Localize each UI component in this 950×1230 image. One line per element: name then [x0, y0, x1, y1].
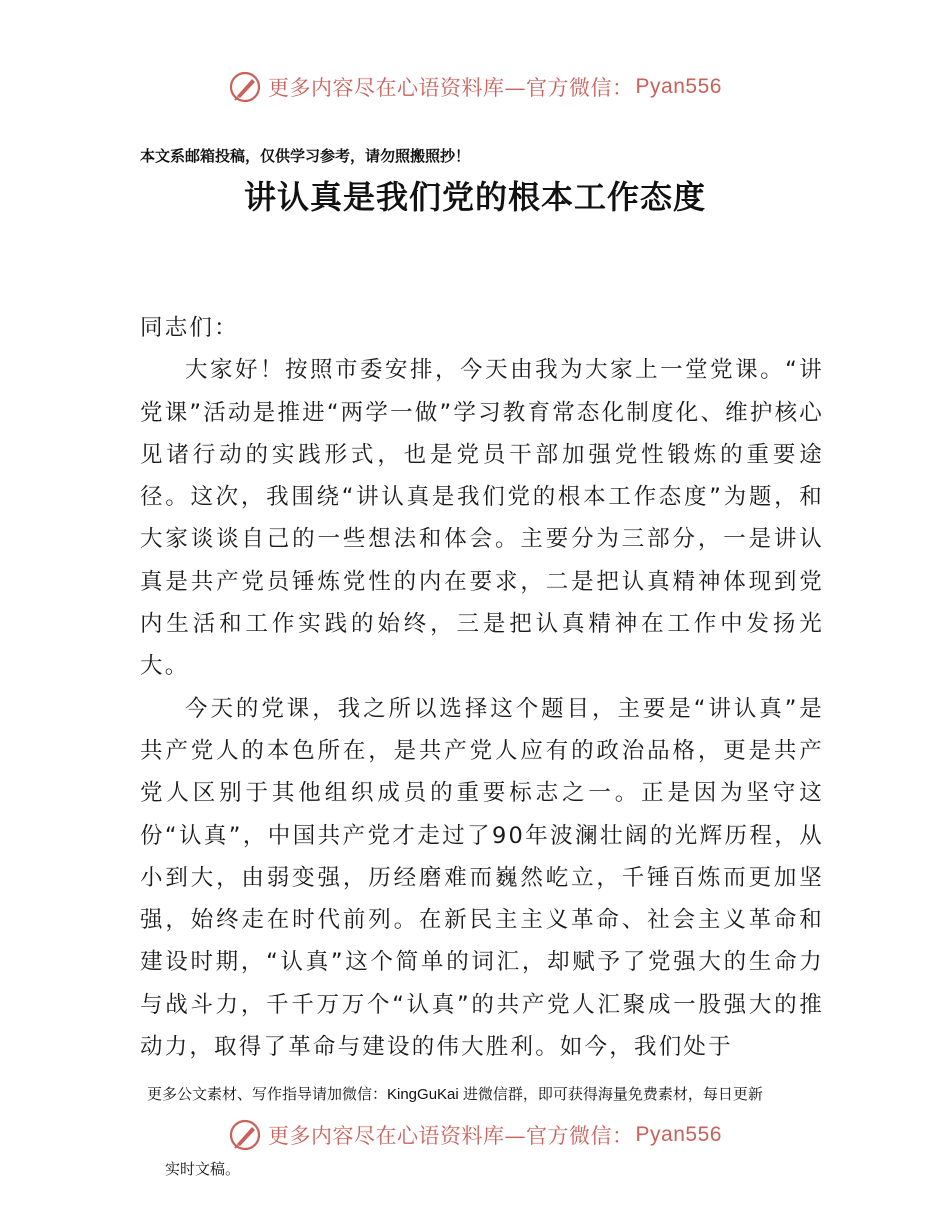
paragraph: 今天的党课，我之所以选择这个题目，主要是“讲认真”是共产党人的本色所在，是共产党人应有的政治品格，更是共产党人区别于其他组织成员的重要标志之一。正是因为坚守这份“认真”，中国共产党才走过了90年波澜壮阔的光辉历程，从小到大，由弱变强，历经磨难而巍然屹立，千锤百炼而更加坚强，始终走在时代前列。在新民主主义革命、社会主义革命和建设时期，“认真”这个简单的词汇，却赋予了党强大的生命力与战斗力，千千万万个“认真”的共产党人汇聚成一股强大的推动力，取得了革命与建设的伟大胜利。如今，我们处于 [140, 695, 824, 1061]
footer-promo-tail: 实时文稿。 [165, 1161, 241, 1178]
footer-promo-line: 更多公文素材、写作指导请加微信：KingGuKai 进微信群，即可获得海量免费素材，每日更新 [147, 1086, 763, 1103]
document-body [140, 307, 824, 1068]
watermark-wechat-id: Pyan556 [635, 75, 722, 98]
watermark-bottom [0, 1118, 950, 1152]
watermark-wechat-id: Pyan556 [635, 1123, 722, 1146]
watermark-top [0, 70, 950, 104]
document-title: 讲认真是我们党的根本工作态度 [243, 178, 706, 216]
watermark-text: 更多内容尽在心语资料库—官方微信： [268, 76, 634, 100]
paragraph: 大家好！按照市委安排，今天由我为大家上一堂党课。“讲党课”活动是推进“两学一做”学习教育常态化制度化、维护核心见诸行动的实践形式，也是党员干部加强党性锻炼的重要途径。这次，我围绕“讲认真是我们党的根本工作态度”为题，和大家谈谈自己的一些想法和体会。主要分为三部分，一是讲认真是共产党员锤炼党性的内在要求，二是把认真精神体现到党内生活和工作实践的始终，三是把认真精神在工作中发扬光大。 [140, 357, 824, 680]
salutation: 同志们： [140, 315, 239, 341]
quill-logo-icon [228, 70, 262, 104]
quill-logo-icon [228, 1118, 262, 1152]
watermark-text: 更多内容尽在心语资料库—官方微信： [268, 1124, 634, 1148]
submission-notice: 本文系邮箱投稿，仅供学习参考，请勿照搬照抄！ [140, 147, 471, 165]
